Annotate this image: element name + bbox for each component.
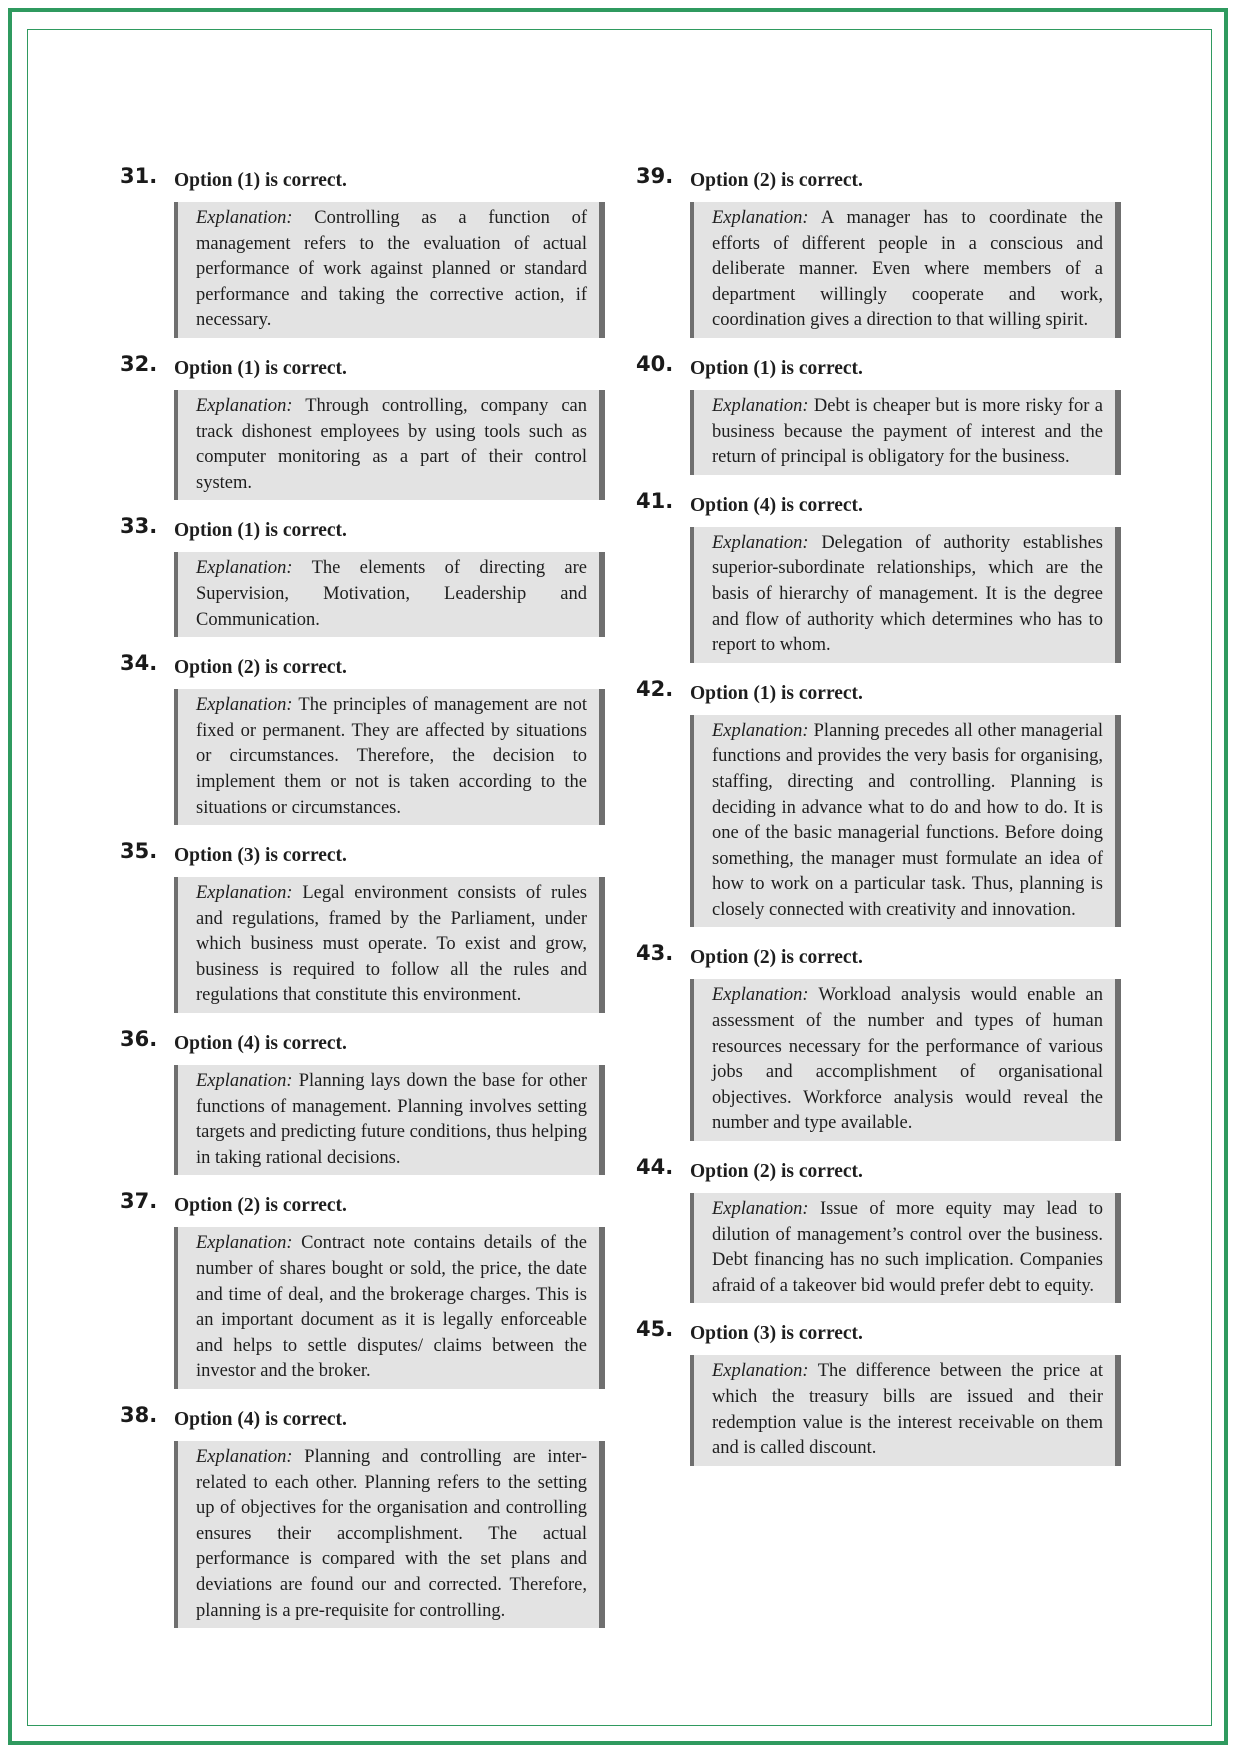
answer-item: [120, 514, 610, 637]
explanation-box: [690, 1355, 1121, 1465]
explanation-label: Explanation:: [196, 1233, 293, 1254]
correct-option: Option (3) is correct.: [690, 1323, 863, 1345]
question-number: 43.: [636, 941, 674, 966]
answer-item: [636, 1155, 1126, 1303]
explanation-label: Explanation:: [196, 695, 293, 716]
explanation-box: [690, 979, 1121, 1141]
explanation-text: The difference between the price at which the treasury bills are issued and their redemption value is the interest receivable on them and is called discount.: [712, 1361, 1104, 1459]
answer-item: [120, 651, 610, 825]
answer-item: [120, 164, 610, 338]
correct-option: Option (1) is correct.: [174, 170, 347, 191]
explanation-text: The elements of directing are Supervision, Motivation, Leadership and Communication.: [196, 558, 587, 630]
explanation-label: Explanation:: [712, 985, 809, 1006]
explanation-text: The principles of management are not fixed or permanent. They are affected by situations or circumstances. Therefore, the decision to implement them or not is taken according to the situations or circumstances.: [196, 695, 587, 818]
explanation-box: [690, 202, 1121, 338]
explanation-box: [174, 689, 605, 825]
explanation-label: Explanation:: [712, 1361, 809, 1382]
question-number: 37.: [120, 1189, 158, 1214]
left-column: [120, 164, 610, 1646]
question-number: 45.: [636, 1317, 674, 1342]
correct-option: Option (4) is correct.: [690, 494, 863, 516]
question-number: 35.: [120, 839, 158, 864]
explanation-box: [174, 877, 605, 1013]
question-number: 39.: [636, 164, 674, 188]
question-number: 41.: [636, 488, 674, 513]
explanation-text: Planning lays down the base for other functions of management. Planning involves setting targets and predicting future conditions, thus helping in taking rational decisions.: [196, 1071, 587, 1168]
question-number: 42.: [636, 676, 674, 701]
explanation-text: A manager has to coordinate the efforts of different people in a conscious and deliberate manner. Even where members of a department willingly cooperate and work, coordination gives a direction to that willing spirit.: [712, 208, 1104, 331]
correct-option: Option (2) is correct.: [690, 170, 863, 191]
question-number: 34.: [120, 651, 158, 676]
explanation-text: Planning precedes all other managerial functions and provides the very basis for organising, staffing, directing and controlling. Planning is deciding in advance what to do and how to do. It is one of the basic managerial functions. Before doing something, the manager must formulate an idea of how to work on a particular task. Thus, planning is closely connected with creativity and innovation.: [712, 720, 1103, 920]
explanation-box: [174, 1227, 605, 1389]
correct-option: Option (2) is correct.: [690, 1161, 863, 1183]
answer-item: [636, 351, 1126, 475]
correct-option: Option (3) is correct.: [174, 845, 347, 867]
explanation-label: Explanation:: [712, 532, 809, 553]
explanation-text: Planning and controlling are inter-related to each other. Planning refers to the setting up of objectives for the organisation and controlling ensures their accomplishment. The actual performance is compared with the set plans and deviations are found our and corrected. Therefore, planning is a pre-requisite for controlling.: [196, 1447, 588, 1621]
explanation-label: Explanation:: [196, 1071, 293, 1092]
explanation-box: [174, 552, 605, 637]
explanation-text: Legal environment consists of rules and regulations, framed by the Parliament, under which business must operate. To exist and grow, business is required to follow all the rules and regulations that constitute this environment.: [196, 883, 587, 1006]
explanation-box: [174, 1065, 605, 1175]
explanation-box: [174, 202, 605, 338]
explanation-label: Explanation:: [196, 883, 293, 904]
question-number: 31.: [120, 164, 158, 188]
answer-item: [120, 1027, 610, 1175]
explanation-text: Debt is cheaper but is more risky for a business because the payment of interest and the return of principal is obligatory for the business.: [712, 395, 1103, 468]
explanation-text: Issue of more equity may lead to dilution of management’s control over the business. Debt financing has no such implication. Companies afraid of a takeover bid would prefer debt to equity.: [712, 1199, 1103, 1296]
answer-item: [120, 1403, 610, 1628]
explanation-label: Explanation:: [712, 395, 809, 416]
explanation-label: Explanation:: [712, 208, 809, 228]
correct-option: Option (2) is correct.: [174, 1195, 347, 1217]
question-number: 32.: [120, 351, 158, 376]
answer-item: [636, 164, 1126, 338]
question-number: 36.: [120, 1027, 158, 1052]
explanation-label: Explanation:: [196, 558, 293, 579]
question-number: 44.: [636, 1155, 674, 1180]
answer-item: [120, 839, 610, 1013]
explanation-text: Workload analysis would enable an assessment of the number and types of human resources necessary for the performance of various jobs and accomplishment of organisational objectives. Workforce analysis would reveal the number and type available.: [712, 985, 1104, 1134]
explanation-box: [174, 1441, 605, 1628]
question-number: 33.: [120, 514, 158, 539]
answer-item: [636, 941, 1126, 1141]
correct-option: Option (2) is correct.: [690, 947, 863, 969]
correct-option: Option (1) is correct.: [174, 520, 347, 542]
correct-option: Option (2) is correct.: [174, 657, 347, 679]
explanation-box: [690, 715, 1121, 928]
explanation-label: Explanation:: [196, 208, 293, 228]
explanation-box: [690, 527, 1121, 663]
correct-option: Option (1) is correct.: [690, 682, 863, 704]
explanation-label: Explanation:: [712, 1199, 809, 1220]
correct-option: Option (4) is correct.: [174, 1409, 347, 1430]
explanation-box: [690, 390, 1121, 475]
explanation-box: [174, 390, 605, 500]
correct-option: Option (1) is correct.: [174, 357, 347, 379]
explanation-label: Explanation:: [196, 395, 293, 416]
explanation-label: Explanation:: [712, 720, 809, 741]
explanation-text: Through controlling, company can track dishonest employees by using tools such as computer monitoring as a part of their control system.: [196, 395, 587, 493]
explanation-label: Explanation:: [196, 1447, 293, 1467]
answer-item: [120, 351, 610, 500]
answer-item: [636, 1317, 1126, 1465]
explanation-box: [690, 1193, 1121, 1303]
explanation-text: Delegation of authority establishes superior-subordinate relationships, which are the basis of hierarchy of management. It is the degree and flow of authority which determines who has to report to whom.: [712, 532, 1103, 656]
explanation-text: Controlling as a function of management refers to the evaluation of actual performance of work against planned or standard performance and taking the corrective action, if necessary.: [196, 208, 587, 331]
answer-item: [636, 676, 1126, 928]
correct-option: Option (4) is correct.: [174, 1033, 347, 1055]
answer-item: [636, 488, 1126, 663]
explanation-text: Contract note contains details of the number of shares bought or sold, the price, the date and time of deal, and the brokerage charges. This is an important document as it is legally enforceable and helps to settle disputes/ claims between the investor and the broker.: [196, 1233, 587, 1382]
question-number: 40.: [636, 351, 674, 376]
correct-option: Option (1) is correct.: [690, 357, 863, 379]
right-column: [636, 164, 1126, 1484]
question-number: 38.: [120, 1403, 158, 1427]
answer-item: [120, 1189, 610, 1389]
